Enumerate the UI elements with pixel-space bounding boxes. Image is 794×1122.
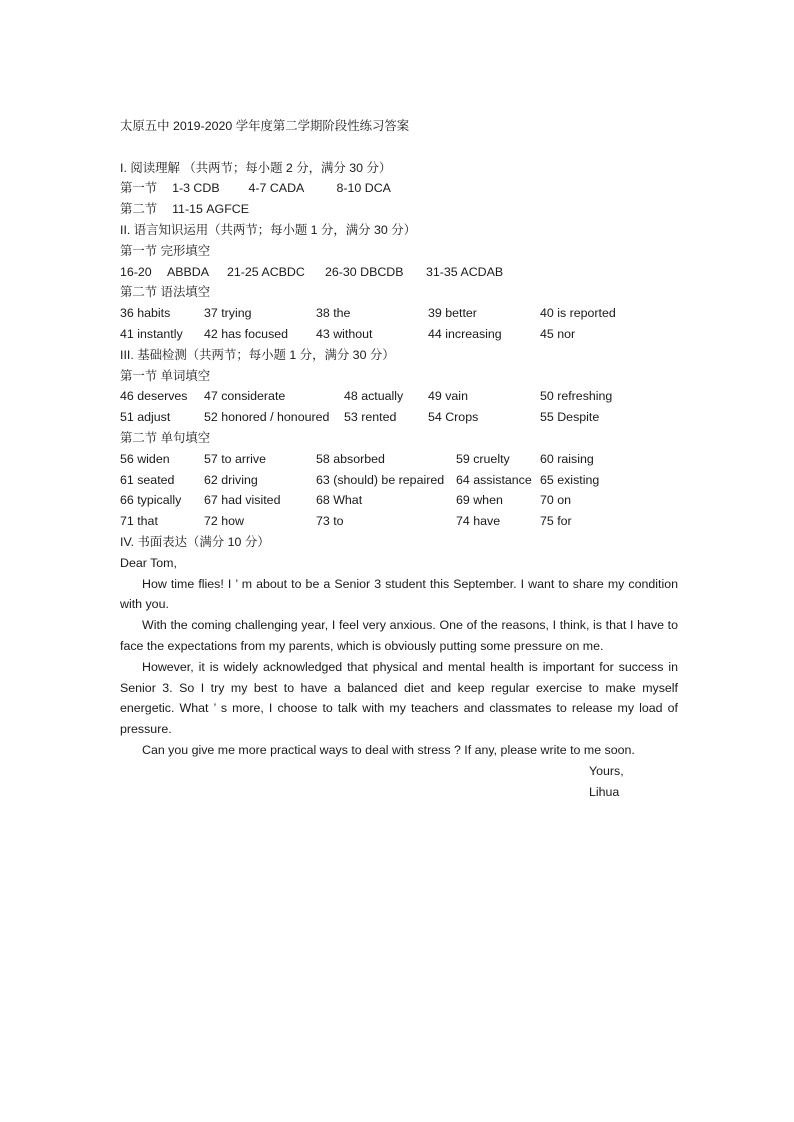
answer-cell: 68 What [316,493,363,508]
answer-cell: 47 considerate [204,389,286,404]
answer-cell: 74 have [456,514,501,529]
answer-cell: 50 refreshing [540,389,613,404]
answer-cell: 63 (should) be repaired [316,472,445,487]
answer-cell: 72 how [204,514,244,529]
section-3-heading: III. 基础检测（共两节；每小题 1 分，满分 30 分） [120,347,395,362]
answer-row [120,490,678,511]
answer-cell: 39 better [428,306,477,321]
answer-row [120,386,678,407]
answer-cell: 64 assistance [456,472,532,487]
answer-cell: 66 typically [120,493,182,508]
section-3-part-2-label: 第二节 单句填空 [120,430,211,445]
section-2-heading: II. 语言知识运用（共两节；每小题 1 分，满分 30 分） [120,222,417,237]
answer-cell: 44 increasing [428,326,502,341]
answer-cell: 36 habits [120,306,171,321]
letter-paragraph: However, it is widely acknowledged that physical and mental health is important for success in Senior 3. So I try my best to have a balanced diet and keep regular exercise to make myself energetic. What ’ s more, I choose to talk with my teachers and classmates to release my load of pressure. [120,659,678,737]
answer-group: 8-10 DCA [336,181,391,196]
answer-group: 11-15 AGFCE [172,202,249,217]
answer-cell: 37 trying [204,306,252,321]
letter-greeting: Dear Tom, [120,555,177,570]
answer-cell: 16-20 [120,264,152,279]
answer-cell: 46 deserves [120,389,188,404]
section-1-part-2 [120,199,678,220]
answer-cell: 60 raising [540,451,594,466]
part-label: 第一节 [120,181,158,196]
answer-row [120,324,678,345]
answer-row [120,407,678,428]
section-2-part-2-label: 第二节 语法填空 [120,285,211,300]
answer-cell: 56 widen [120,451,170,466]
answer-cell: 69 when [456,493,503,508]
answer-cell: 53 rented [344,410,397,425]
answer-cell: 21-25 ACBDC [227,264,305,279]
answer-cell: 40 is reported [540,306,616,321]
answer-row [120,449,678,470]
letter-paragraph: With the coming challenging year, I feel very anxious. One of the reasons, I think, is that I have to face the expectations from my parents, which is obviously putting some pressure on me. [120,618,678,653]
document-body [120,116,678,802]
letter-signature: Lihua [589,784,620,799]
answer-cell: 54 Crops [428,410,479,425]
answer-group: 1-3 CDB [172,181,220,196]
section-1-part-1 [120,178,678,199]
letter-closing: Yours, [589,763,624,778]
letter-paragraph: Can you give me more practical ways to deal with stress ? If any, please write to me soon. [142,742,635,757]
answer-cell: 38 the [316,306,351,321]
answer-cell: 52 honored / honoured [204,410,330,425]
answer-cell: 45 nor [540,326,576,341]
answer-cell: 71 that [120,514,158,529]
section-1-heading: I. 阅读理解 （共两节；每小题 2 分，满分 30 分） [120,160,392,175]
cloze-answers-row [120,262,678,283]
section-3-part-1-label: 第一节 单词填空 [120,368,211,383]
answer-cell: 48 actually [344,389,404,404]
answer-group: 4-7 CADA [248,181,304,196]
answer-cell: 59 cruelty [456,451,510,466]
answer-cell: 65 existing [540,472,600,487]
answer-cell: 55 Despite [540,410,600,425]
answer-cell: 58 absorbed [316,451,385,466]
letter-paragraph: How time flies! I ’ m about to be a Senior 3 student this September. I want to share my condition with you. [120,576,678,612]
answer-cell: ABBDA [167,264,210,279]
answer-cell: 41 instantly [120,326,183,341]
answer-cell: 73 to [316,514,344,529]
section-4-heading: IV. 书面表达（满分 10 分） [120,534,270,549]
answer-cell: 62 driving [204,472,258,487]
answer-cell: 31-35 ACDAB [426,264,504,279]
answer-cell: 43 without [316,326,373,341]
answer-row [120,303,678,324]
answer-row [120,511,678,532]
answer-cell: 57 to arrive [204,451,266,466]
answer-cell: 67 had visited [204,493,281,508]
answer-cell: 51 adjust [120,410,171,425]
answer-cell: 26-30 DBCDB [325,264,404,279]
answer-cell: 42 has focused [204,326,289,341]
section-2-part-1-label: 第一节 完形填空 [120,243,211,258]
answer-cell: 70 on [540,493,572,508]
answer-cell: 61 seated [120,472,175,487]
answer-row [120,470,678,491]
answer-cell: 75 for [540,514,572,529]
answer-cell: 49 vain [428,389,468,404]
document-title: 太原五中 2019-2020 学年度第二学期阶段性练习答案 [120,119,410,133]
part-label: 第二节 [120,202,158,217]
spacer [120,137,678,158]
